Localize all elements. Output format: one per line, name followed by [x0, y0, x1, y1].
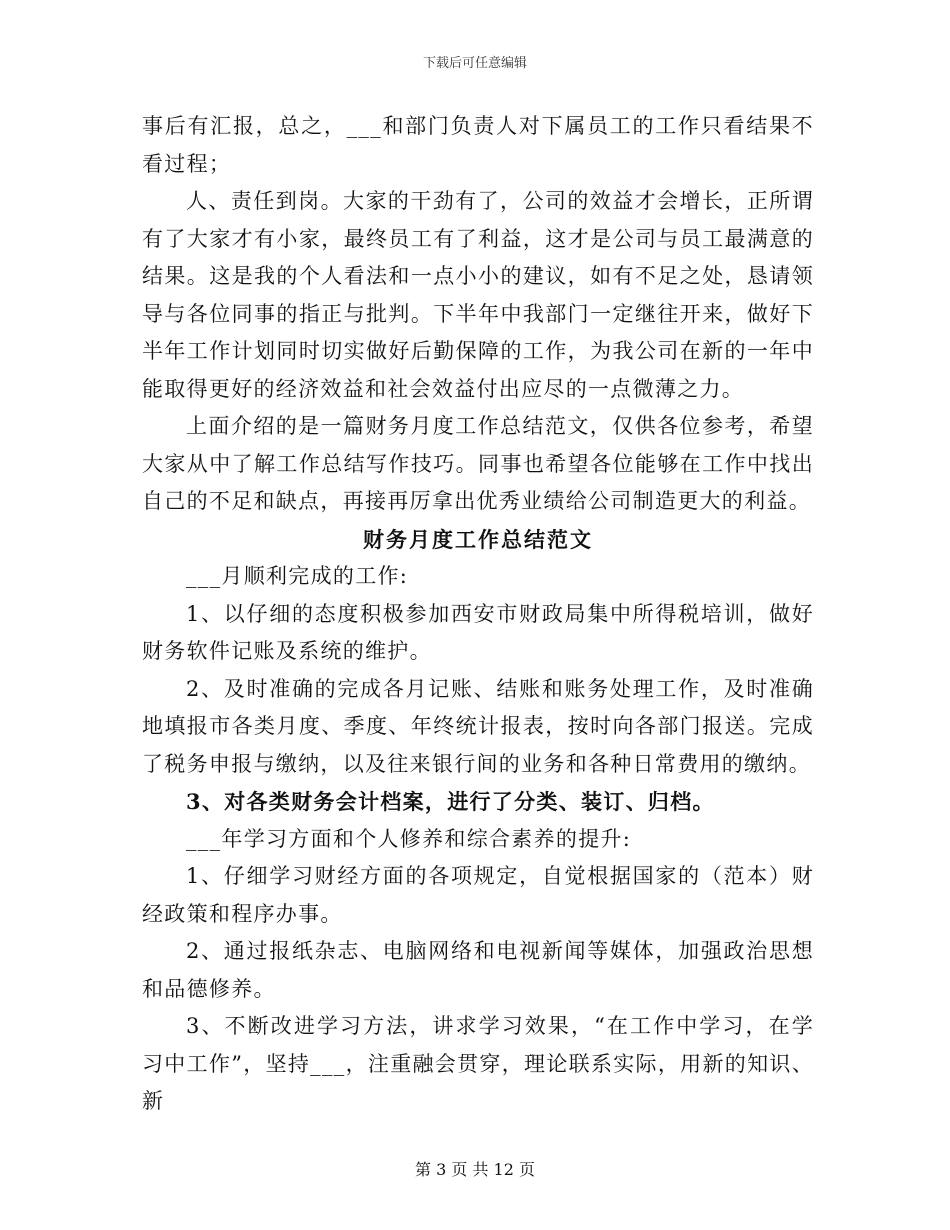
list-item: 1、仔细学习财经方面的各项规定，自觉根据国家的（范本）财经政策和程序办事。 [142, 864, 814, 926]
header-note: 下载后可任意编辑 [422, 56, 527, 71]
list-item-bold: 3、对各类财务会计档案，进行了分类、装订、归档。 [186, 789, 715, 814]
paragraph-continuation: 事后有汇报，总之，___和部门负责人对下属员工的工作只看结果不看过程； [142, 114, 814, 176]
list-item: 2、及时准确的完成各月记账、结账和账务处理工作，及时准确地填报市各类月度、季度、年终统计报表，按时向各部门报送。完成了税务申报与缴纳，以及往来银行间的业务和各种日常费用的缴纳。 [142, 676, 814, 776]
paragraph: 上面介绍的是一篇财务月度工作总结范文，仅供各位参考，希望大家从中了解工作总结写作技巧。同事也希望各位能够在工作中找出自己的不足和缺点，再接再厉拿出优秀业绩给公司制造更大的利益。 [142, 414, 814, 513]
list-item: 3、不断改进学习方法，讲求学习效果，“在工作中学习，在学习中工作”，坚持___，注重融会贯穿，理论联系实际，用新的知识、新 [142, 1014, 814, 1113]
document-body [142, 108, 814, 1121]
section-title: 财务月度工作总结范文 [363, 526, 593, 552]
paragraph: ___月顺利完成的工作: [186, 564, 409, 588]
page-indicator: 第 3 页 共 12 页 [415, 1160, 535, 1179]
list-item: 1、以仔细的态度积极参加西安市财政局集中所得税培训，做好财务软件记账及系统的维护。 [142, 601, 814, 663]
paragraph: ___年学习方面和个人修养和综合素养的提升: [186, 826, 632, 851]
paragraph: 人、责任到岗。大家的干劲有了，公司的效益才会增长，正所谓有了大家才有小家，最终员工有了利益，这才是公司与员工最满意的结果。这是我的个人看法和一点小小的建议，如有不足之处，恳请领导与各位同事的指正与批判。下半年中我部门一定继往开来，做好下半年工作计划同时切实做好后勤保障的工作，为我公司在新的一年中能取得更好的经济效益和社会效益付出应尽的一点微薄之力。 [142, 189, 814, 401]
list-item: 2、通过报纸杂志、电脑网络和电视新闻等媒体，加强政治思想和品德修养。 [142, 939, 814, 1001]
